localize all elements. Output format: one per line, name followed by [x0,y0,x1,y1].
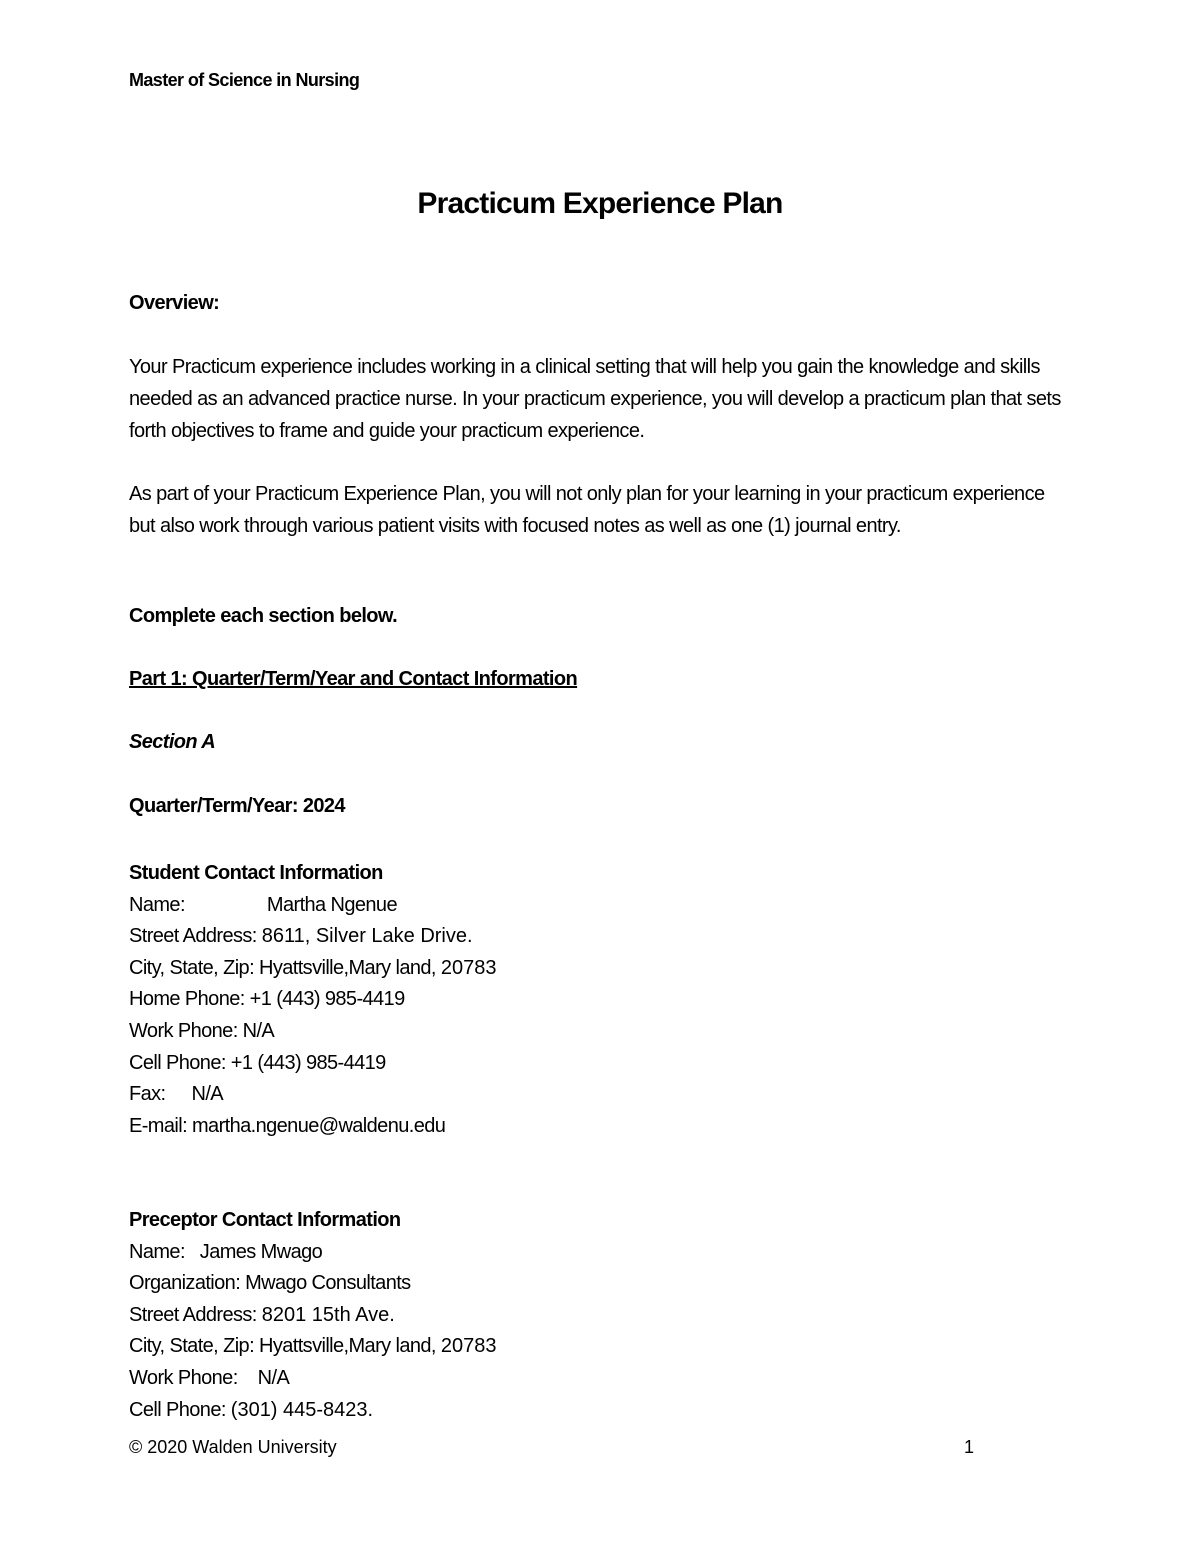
preceptor-name-row [129,1237,1069,1269]
preceptor-street-value: 8201 15th Ave. [261,1303,395,1326]
preceptor-city-label: City, State, Zip: [129,1335,255,1358]
preceptor-city-row [129,1331,1069,1363]
student-street-row [129,921,1069,953]
student-work-phone-row [129,1016,1069,1048]
student-cell-phone-label: Cell Phone: [129,1051,226,1074]
overview-paragraph-2: As part of your Practicum Experience Plan, you will not only plan for your learning in your practicum experience but also work through various patient visits with focused notes as well as one (1) journal entry. [129,483,1045,537]
student-cell-phone-row [129,1048,1069,1080]
student-name-label: Name: [129,893,185,916]
preceptor-organization-label: Organization: [129,1272,241,1295]
student-city-label: City, State, Zip: [129,956,255,979]
preceptor-city-value: Hyattsville,Mary land, [259,1335,436,1358]
page-footer [129,1437,974,1458]
student-cell-phone-value: +1 (443) 985-4419 [230,1051,386,1074]
student-work-phone-label: Work Phone: [129,1019,238,1042]
student-home-phone-row [129,984,1069,1016]
preceptor-cell-phone-row [129,1395,1069,1427]
student-email-label: E-mail: [129,1114,188,1137]
student-home-phone-value: +1 (443) 985-4419 [249,988,405,1011]
student-name-row [129,890,1069,922]
preceptor-contact-heading: Preceptor Contact Information [129,1209,401,1231]
complete-instruction: Complete each section below. [129,605,398,627]
student-work-phone-value: N/A [242,1019,275,1042]
section-a-heading: Section A [129,731,216,753]
preceptor-zip-value: 20783 [440,1335,497,1358]
student-home-phone-label: Home Phone: [129,988,245,1011]
preceptor-work-phone-row [129,1363,1069,1395]
student-city-row [129,953,1069,985]
running-header: Master of Science in Nursing [129,70,360,90]
preceptor-street-label: Street Address: [129,1303,257,1326]
preceptor-cell-phone-label: Cell Phone: [129,1398,226,1421]
student-contact-heading: Student Contact Information [129,862,383,884]
copyright-notice: © 2020 Walden University [129,1437,337,1457]
student-name-value: Martha Ngenue [266,893,397,916]
student-fax-value: N/A [191,1083,224,1106]
student-city-value: Hyattsville,Mary land, [259,956,436,979]
page-number: 1 [963,1437,974,1457]
preceptor-street-row [129,1300,1069,1332]
preceptor-organization-value: Mwago Consultants [245,1272,411,1295]
student-contact-section [129,858,1069,1142]
preceptor-cell-phone-value: (301) 445-8423. [230,1398,374,1421]
preceptor-work-phone-label: Work Phone: [129,1366,238,1389]
student-street-value: 8611, Silver Lake Drive. [261,925,473,948]
overview-heading: Overview: [129,292,220,314]
preceptor-contact-section [129,1205,1069,1426]
student-fax-label: Fax: [129,1083,166,1106]
part-1-heading: Part 1: Quarter/Term/Year and Contact Information [129,668,578,690]
student-street-label: Street Address: [129,925,257,948]
student-email-value: martha.ngenue@waldenu.edu [192,1114,446,1137]
preceptor-organization-row [129,1268,1069,1300]
student-email-row [129,1111,1069,1143]
document-title: Practicum Experience Plan [417,187,783,220]
preceptor-name-value: James Mwago [199,1240,323,1263]
quarter-term-year: Quarter/Term/Year: 2024 [129,795,345,817]
overview-paragraph-1: Your Practicum experience includes working in a clinical setting that will help you gain the knowledge and skills needed as an advanced practice nurse. In your practicum experience, you will develop a practicum plan that sets forth objectives to frame and guide your practicum experience. [129,356,1061,442]
preceptor-work-phone-value: N/A [257,1366,290,1389]
student-zip-value: 20783 [440,956,497,979]
student-fax-row [129,1079,1069,1111]
preceptor-name-label: Name: [129,1240,185,1263]
